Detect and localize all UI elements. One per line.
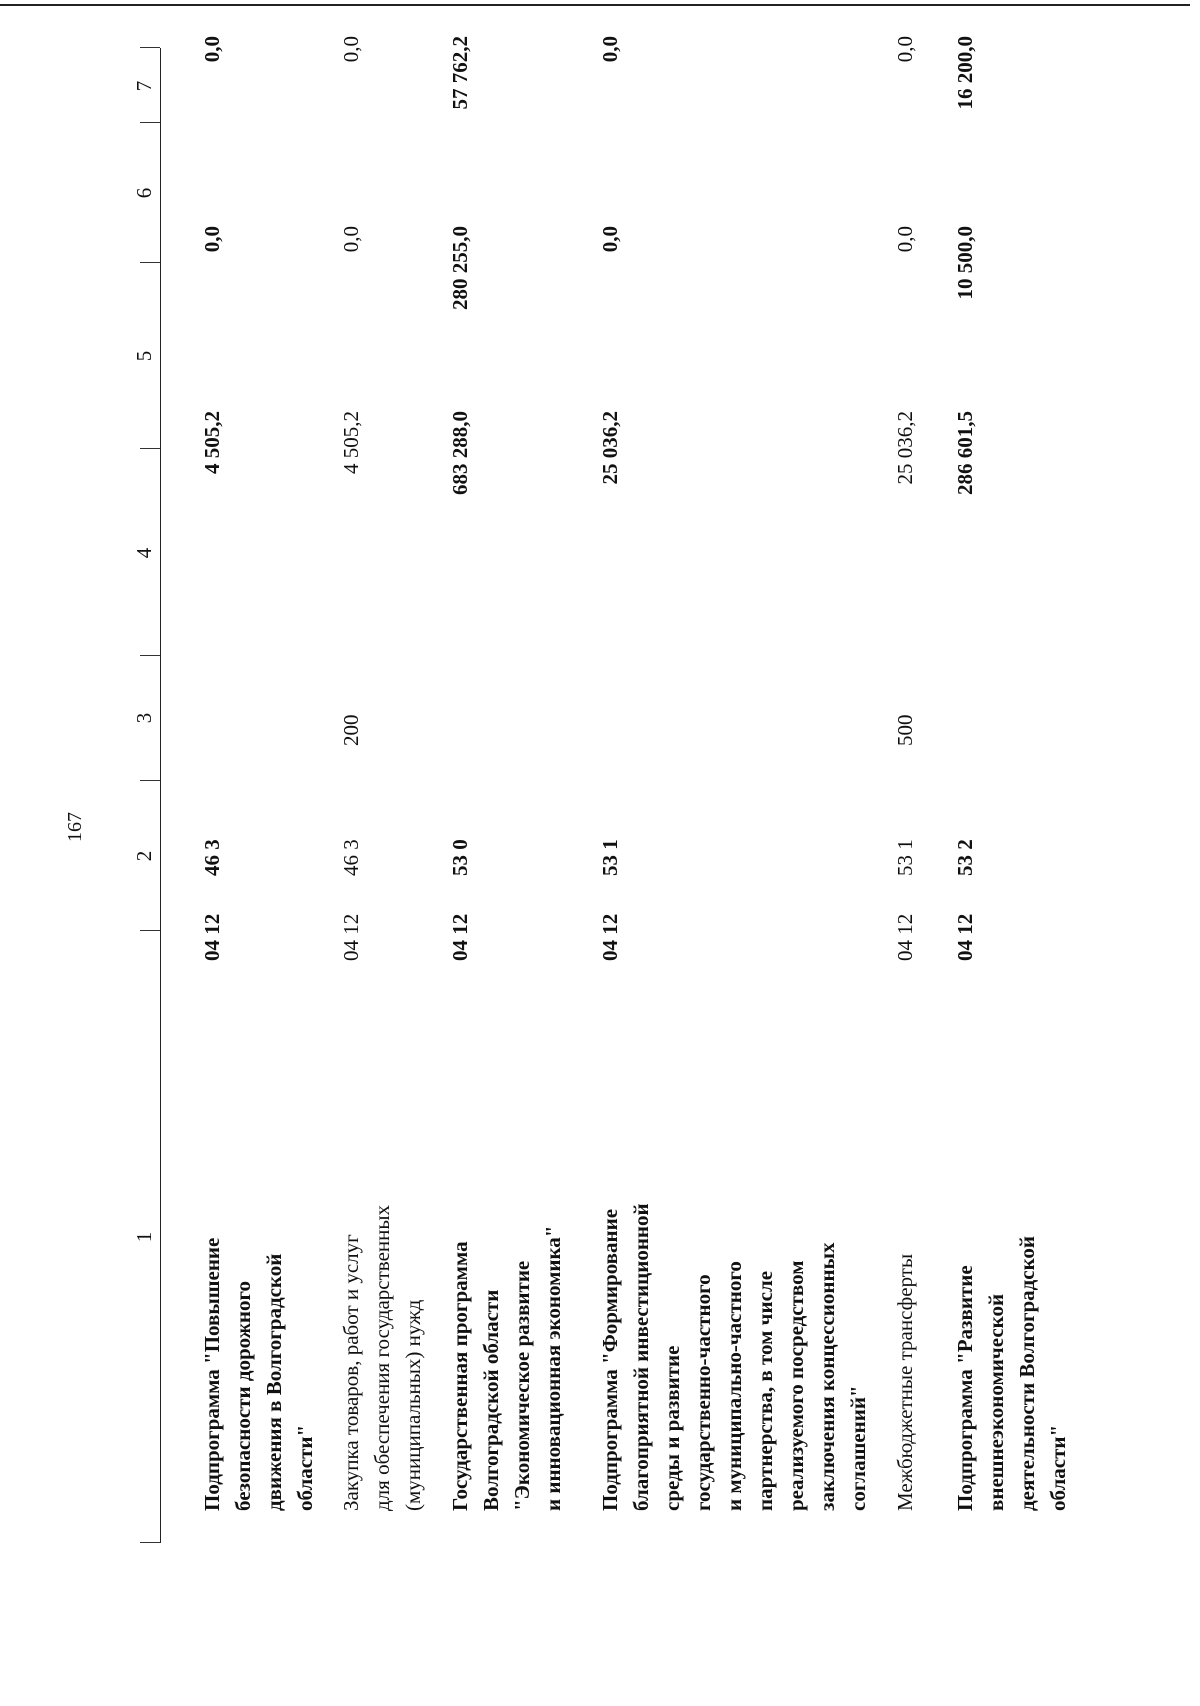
row-4-col-6: 0,0 bbox=[598, 226, 622, 253]
row-2-col-4: 200 bbox=[339, 714, 363, 746]
row-2-col-2: 04 12 bbox=[339, 913, 363, 961]
row-2-name: Закупка товаров, работ и услуг для обеспечения государственных (муниципальных) нужд bbox=[339, 1205, 425, 1511]
row-5-col-2: 04 12 bbox=[893, 913, 917, 961]
row-6-col-5: 286 601,5 bbox=[953, 411, 977, 495]
header-rule bbox=[160, 48, 161, 1543]
header-tick bbox=[140, 262, 160, 263]
row-5-col-4: 500 bbox=[893, 714, 917, 746]
row-5-col-5: 25 036,2 bbox=[893, 411, 917, 485]
row-2-col-6: 0,0 bbox=[339, 226, 363, 253]
header-tick bbox=[140, 930, 160, 931]
row-6-col-2: 04 12 bbox=[953, 913, 977, 961]
row-6-name: Подпрограмма "Развитие внешнеэкономической деятельности Волгоградской области" bbox=[953, 1235, 1070, 1511]
row-3-col-2: 04 12 bbox=[448, 913, 472, 961]
row-1-col-7: 0,0 bbox=[200, 36, 224, 63]
row-5-name: Межбюджетные трансферты bbox=[893, 1253, 917, 1511]
header-tick bbox=[140, 1542, 160, 1543]
row-1-col-5: 4 505,2 bbox=[200, 411, 224, 474]
column-header-6: 6 bbox=[132, 187, 156, 199]
row-2-col-7: 0,0 bbox=[339, 36, 363, 63]
column-header-1: 1 bbox=[132, 1231, 156, 1243]
page-number: 167 bbox=[64, 812, 86, 842]
column-header-2: 2 bbox=[132, 850, 156, 862]
column-header-3: 3 bbox=[132, 712, 156, 724]
row-4-name: Подпрограмма "Формирование благоприятной инвестиционной среды и развитие государственно-частного и муниципально-частного партнерства, в том числе реализуемого посредством заключения концессионных соглашений" bbox=[598, 1203, 870, 1511]
row-3-col-6: 280 255,0 bbox=[448, 226, 472, 310]
row-4-col-3: 53 1 bbox=[598, 839, 622, 876]
column-header-5: 5 bbox=[132, 350, 156, 362]
header-tick bbox=[140, 655, 160, 656]
row-3-col-5: 683 288,0 bbox=[448, 411, 472, 495]
row-3-name: Государственная программа Волгоградской области "Экономическое развитие и инновационная экономика" bbox=[448, 1225, 565, 1511]
row-5-col-6: 0,0 bbox=[893, 226, 917, 253]
row-6-col-6: 10 500,0 bbox=[953, 226, 977, 300]
row-1-col-6: 0,0 bbox=[200, 226, 224, 253]
header-tick bbox=[140, 122, 160, 123]
row-2-col-3: 46 3 bbox=[339, 839, 363, 876]
row-3-col-3: 53 0 bbox=[448, 839, 472, 876]
row-4-col-7: 0,0 bbox=[598, 36, 622, 63]
column-header-4: 4 bbox=[132, 547, 156, 559]
row-5-col-7: 0,0 bbox=[893, 36, 917, 63]
row-4-col-2: 04 12 bbox=[598, 913, 622, 961]
column-header-7: 7 bbox=[132, 80, 156, 92]
row-1-name: Подпрограмма "Повышение безопасности дорожного движения в Волгоградской области" bbox=[200, 1237, 317, 1511]
row-1-col-2: 04 12 bbox=[200, 913, 224, 961]
row-1-col-3: 46 3 bbox=[200, 839, 224, 876]
row-6-col-3: 53 2 bbox=[953, 839, 977, 876]
row-3-col-7: 57 762,2 bbox=[448, 36, 472, 110]
row-5-col-3: 53 1 bbox=[893, 839, 917, 876]
header-tick bbox=[140, 47, 160, 48]
row-6-col-7: 16 200,0 bbox=[953, 36, 977, 110]
header-tick bbox=[140, 448, 160, 449]
row-2-col-5: 4 505,2 bbox=[339, 411, 363, 474]
header-tick bbox=[140, 780, 160, 781]
row-4-col-5: 25 036,2 bbox=[598, 411, 622, 485]
